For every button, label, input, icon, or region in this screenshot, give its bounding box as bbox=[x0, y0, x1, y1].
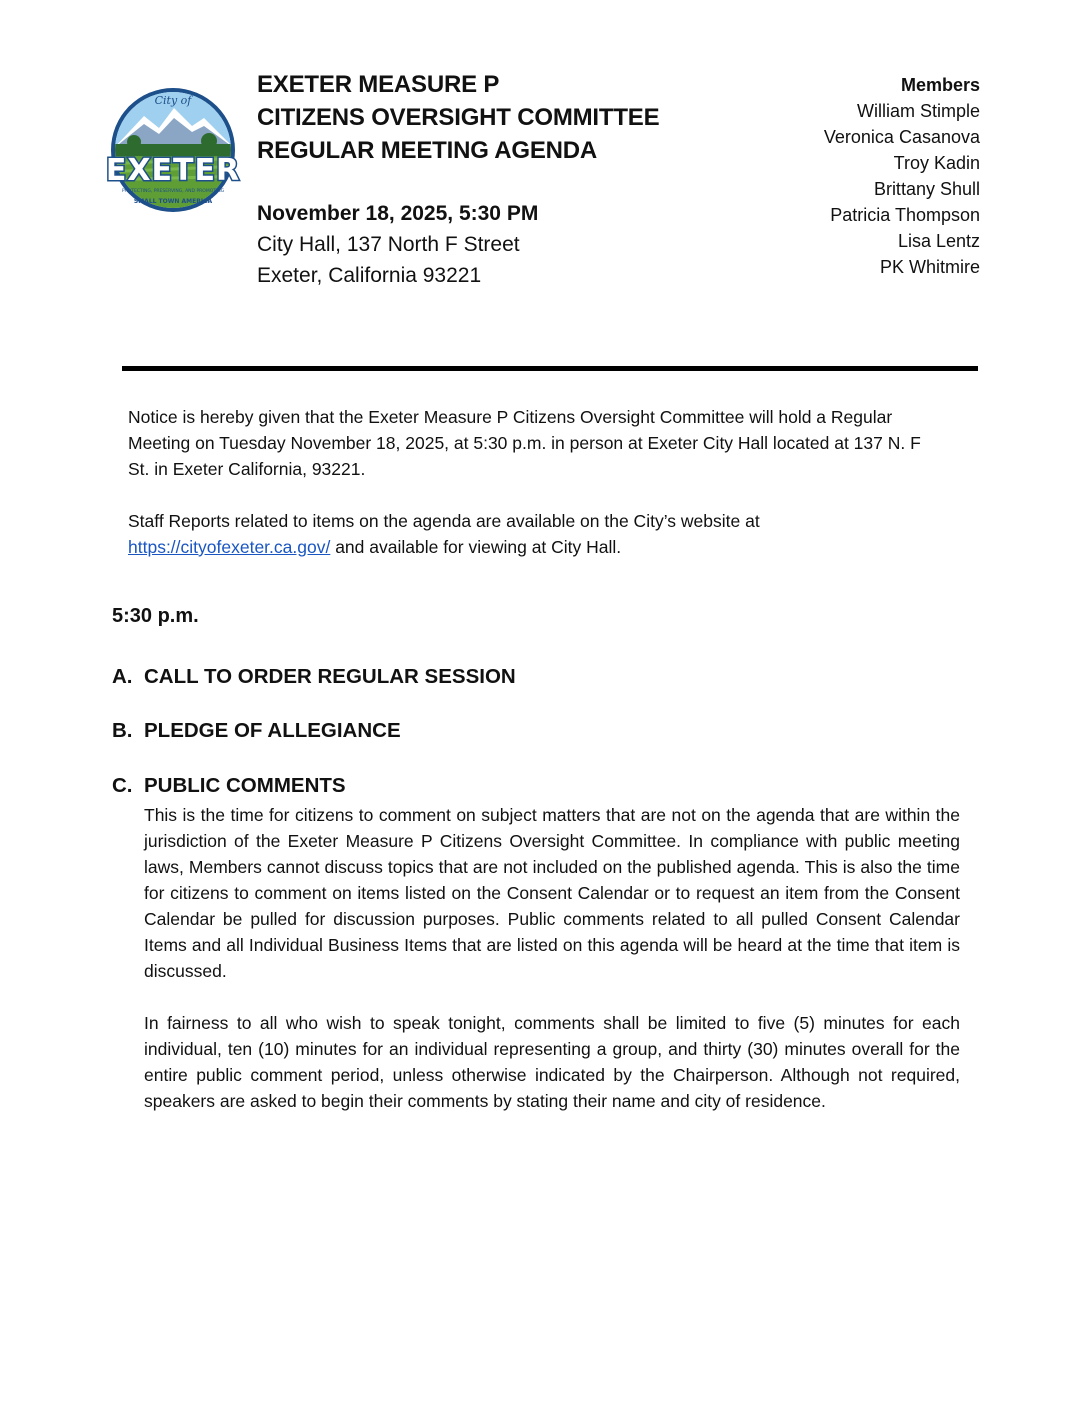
agenda-section-c bbox=[112, 772, 346, 800]
logo-tagline-1: PROTECTING, PRESERVING, AND PROMOTING bbox=[121, 189, 225, 194]
section-letter: C. bbox=[112, 774, 133, 797]
meeting-date: November 18, 2025, 5:30 PM bbox=[257, 202, 539, 225]
member-name: Brittany Shull bbox=[873, 179, 980, 199]
staff-reports-suffix: and available for viewing at City Hall. bbox=[330, 537, 622, 557]
meeting-address-line-1: City Hall, 137 North F Street bbox=[257, 233, 520, 256]
member-name: Veronica Casanova bbox=[823, 127, 980, 147]
title-line-1: EXETER MEASURE P bbox=[257, 71, 500, 98]
member-name: Patricia Thompson bbox=[830, 205, 980, 225]
member-name: Lisa Lentz bbox=[897, 231, 980, 251]
header-divider bbox=[122, 366, 978, 371]
staff-reports-text: Staff Reports related to items on the agenda are available on the City’s website at bbox=[128, 511, 760, 531]
meeting-notice bbox=[128, 404, 928, 560]
logo-tagline-2: SMALL TOWN AMERICA bbox=[133, 198, 213, 205]
section-title: PUBLIC COMMENTS bbox=[144, 774, 346, 797]
member-name: PK Whitmire bbox=[879, 257, 980, 277]
session-time: 5:30 p.m. bbox=[112, 605, 199, 627]
agenda-section-a bbox=[112, 663, 516, 691]
title-line-3: REGULAR MEETING AGENDA bbox=[257, 137, 598, 164]
city-website-link[interactable]: https://cityofexeter.ca.gov/ bbox=[128, 537, 331, 557]
section-title: CALL TO ORDER REGULAR SESSION bbox=[144, 665, 516, 688]
public-comments-paragraph-2: In fairness to all who wish to speak tonight, comments shall be limited to five (5) minutes for each individual, ten (10) minutes for an individual representing a group, and thirty (30) minutes overall for the entire public comment period, unless otherwise indicated by the Chairperson. Although not required, speakers are asked to begin their comments by stating their name and city of residence. bbox=[144, 1013, 960, 1111]
notice-paragraph: Notice is hereby given that the Exeter Measure P Citizens Oversight Committee will hold a Regular Meeting on Tuesday November 18, 2025, at 5:30 p.m. in person at Exeter City Hall located at 137 N. F St. in Exeter California, 93221. bbox=[128, 407, 921, 479]
logo-top-text: City of bbox=[154, 94, 192, 107]
logo-name: EXETER bbox=[105, 153, 241, 188]
member-name: Troy Kadin bbox=[893, 153, 980, 173]
section-letter: B. bbox=[112, 719, 133, 742]
title-line-2: CITIZENS OVERSIGHT COMMITTEE bbox=[257, 104, 660, 131]
meeting-address-line-2: Exeter, California 93221 bbox=[257, 264, 482, 287]
agenda-section-b bbox=[112, 717, 401, 745]
members-list bbox=[824, 72, 980, 280]
section-letter: A. bbox=[112, 665, 133, 688]
section-title: PLEDGE OF ALLEGIANCE bbox=[144, 719, 401, 742]
members-heading: Members bbox=[900, 75, 980, 95]
public-comments-paragraph-1: This is the time for citizens to comment on subject matters that are not on the agenda that are within the jurisdiction of the Exeter Measure P Citizens Oversight Committee. In compliance with public meeting laws, Members cannot discuss topics that are not included on the published agenda. This is also the time for citizens to comment on items listed on the Consent Calendar or to request an item from the Consent Calendar be pulled for discussion purposes. Public comments related to all pulled Consent Calendar Items and all Individual Business Items that are listed on this agenda will be heard at the time that item is discussed. bbox=[144, 805, 960, 981]
member-name: William Stimple bbox=[856, 101, 980, 121]
city-of-exeter-logo bbox=[104, 86, 242, 218]
agenda-title bbox=[257, 68, 659, 167]
staff-reports-paragraph bbox=[128, 508, 928, 560]
